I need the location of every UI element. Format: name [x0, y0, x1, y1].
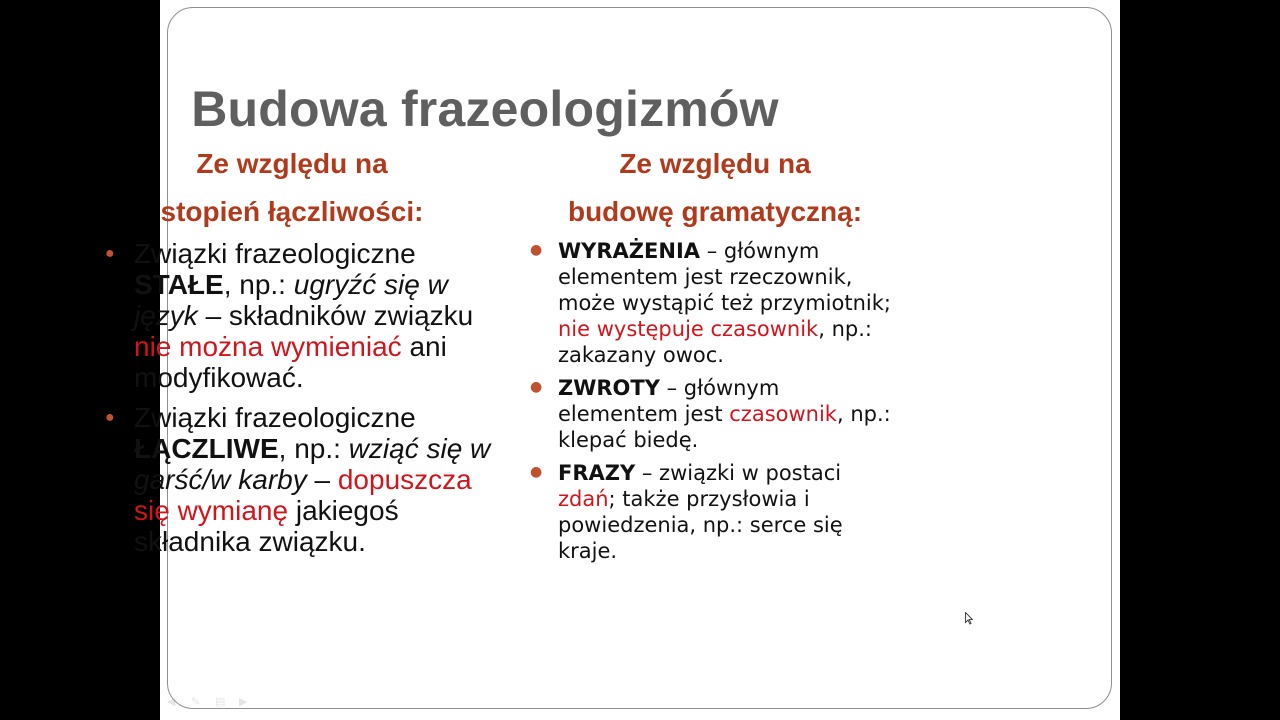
list-item-text: Związki frazeologiczne ŁĄCZLIWE, np.: wziąć się w garść/w karby – dopuszcza się wymianę jakiegoś składnika związku. [134, 402, 491, 557]
bullet-icon: ● [105, 409, 115, 426]
list-item-text: WYRAŻENIA – głównym elementem jest rzeczownik, może wystąpić też przymiotnik; nie występuje czasownik, np.: zakazany owoc. [558, 239, 891, 367]
pen-icon[interactable]: ✎ [191, 696, 201, 708]
previous-icon[interactable]: ◀ [167, 696, 176, 708]
mouse-pointer-icon [965, 612, 973, 625]
list-item [105, 402, 494, 557]
bullet-icon: ● [105, 245, 115, 262]
left-bullet-list [105, 238, 494, 566]
bullet-icon: ● [530, 242, 543, 258]
right-bullet-list [530, 238, 898, 571]
list-item-text: Związki frazeologiczne STAŁE, np.: ugryźć się w język – składników związku nie można wymieniać ani modyfikować. [134, 238, 474, 393]
list-item-text: ZWROTY – głównym elementem jest czasownik, np.: klepać biedę. [558, 376, 891, 452]
next-icon[interactable]: ▶ [239, 696, 248, 708]
list-item-text: FRAZY – związki w postaci zdań; także przysłowia i powiedzenia, np.: serce się kraje. [558, 461, 843, 563]
slideshow-toolbar[interactable] [167, 695, 253, 711]
left-heading-line-1: Ze względu na [196, 148, 388, 179]
list-item [530, 375, 898, 453]
right-heading-line-2: budowę gramatyczną: [567, 196, 863, 227]
list-item [530, 238, 898, 368]
left-column-heading [112, 140, 472, 236]
list-item [530, 460, 898, 564]
menu-icon[interactable]: ▤ [215, 696, 226, 708]
bullet-icon: ● [530, 379, 543, 395]
slide-title: Budowa frazeologizmów [191, 81, 779, 137]
list-item [105, 238, 494, 393]
left-heading-line-2: stopień łączliwości: [160, 196, 424, 227]
right-heading-line-1: Ze względu na [619, 148, 811, 179]
bullet-icon: ● [530, 464, 543, 480]
right-column-heading [510, 140, 920, 236]
